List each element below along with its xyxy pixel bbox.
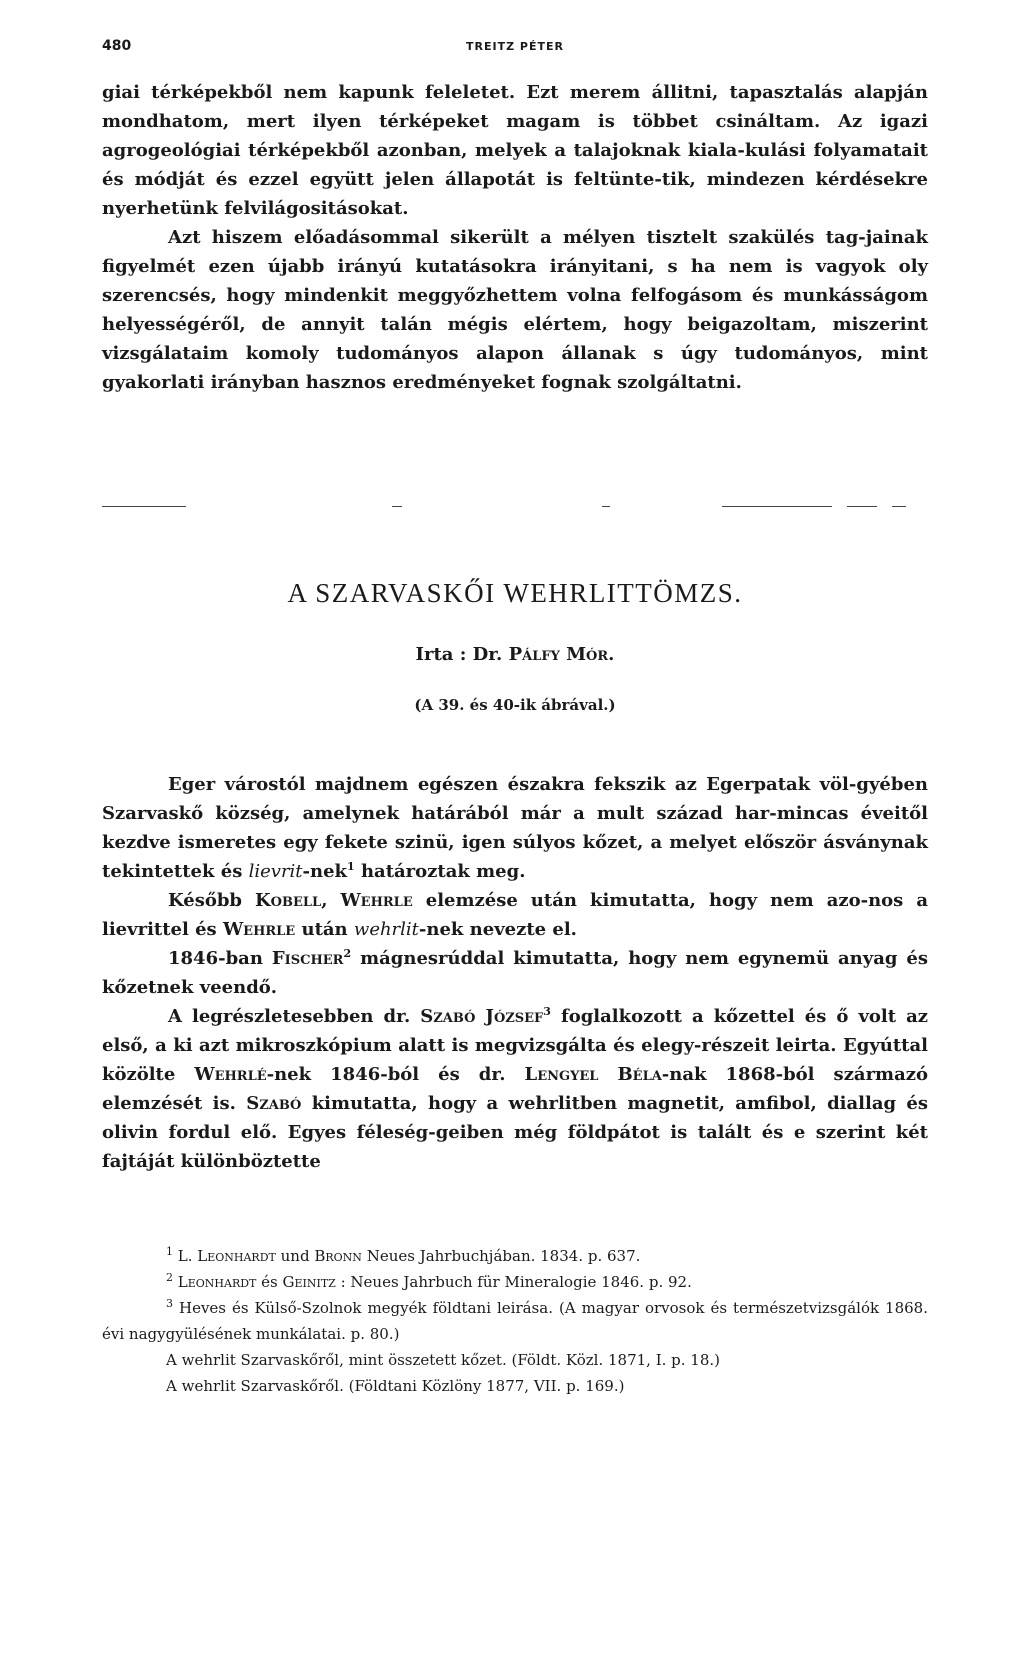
paragraph: A legrészletesebben dr. Szabó József$^3$ foglalkozott a kőzettel és ő volt az első, a ki azt mikroszkópium alatt is megvizsgálta és elegy-részeit leirta. Egyúttal közölte Wehrlé-nek 1846-ból és dr. Lengyel Béla-nak 1868-ból származó elemzését is. Szabó kimutatta, hogy a wehrlitben magnetit, amfibol, diallag és olivin fordul elő. Egyes féleség-geiben még földpátot is talált és e szerint két fajtáját különböztette	[102, 1005, 929, 1172]
author-prefix: Irta : Dr.	[415, 644, 503, 665]
footnote: A wehrlit Szarvaskőről. (Földtani Közlöny 1877, VII. p. 169.)	[166, 1377, 625, 1395]
paragraph: giai térképekből nem kapunk feleletet. Ezt merem állitni, tapasztalás alapján mondhatom, mert ilyen térképeket magam is többet csináltam. Az igazi agrogeológiai térképekből azonban, melyek a talajoknak kiala-kulási folyamatait és módját és ezzel együtt jelen állapotát is feltünte-tik, mindezen kérdésekre nyerhetünk felvilágositásokat.	[102, 82, 928, 219]
footnotes	[102, 1243, 928, 1399]
footnote: $^1$ L. Leonhardt und Bronn Neues Jahrbuchjában. 1834. p. 637.	[166, 1245, 641, 1265]
footnote: A wehrlit Szarvaskőről, mint összetett kőzet. (Földt. Közl. 1871, I. p. 18.)	[166, 1351, 720, 1369]
footnote: $^2$ Leonhardt és Geinitz : Neues Jahrbuch für Mineralogie 1846. p. 92.	[166, 1271, 692, 1291]
running-title: TREITZ PÉTER	[466, 40, 564, 53]
paragraph: Később Kobell, Wehrle elemzése után kimutatta, hogy nem azo-nos a lievrittel és Wehrle után wehrlit-nek nevezte el.	[102, 890, 928, 940]
paragraph: 1846-ban Fischer$^2$ mágnesrúddal kimutatta, hogy nem egynemü anyag és kőzetnek veendő.	[102, 947, 928, 998]
paragraph: Azt hiszem előadásommal sikerült a mélyen tisztelt szakülés tag-jainak figyelmét ezen újabb irányú kutatásokra irányitani, s ha nem is vagyok oly szerencsés, hogy mindenkit meggyőzhettem volna felfogásom és munkásságom helyességéről, de annyit talán mégis elértem, hogy beigazoltam, miszerint vizsgálataim komoly tudományos alapon állanak s úgy tudományos, mint gyakorlati irányban hasznos eredményeket fognak szolgáltatni.	[102, 227, 928, 393]
page-number: 480	[102, 38, 132, 54]
section-divider	[102, 502, 928, 510]
author-line	[102, 644, 928, 665]
figures-note: (A 39. és 40-ik ábrával.)	[414, 696, 616, 714]
article-title: A SZARVASKŐI WEHRLITTÖMZS.	[287, 578, 743, 608]
article-body	[102, 770, 928, 1176]
page-header	[102, 38, 928, 62]
author-name: Pálfy Mór.	[508, 644, 615, 665]
paragraph: Eger várostól majdnem egészen északra fekszik az Egerpatak völ-gyében Szarvaskő község, amelynek határából már a mult század har-mincas éveitől kezdve ismeretes egy fekete szinü, igen súlyos kőzet, a melyet először ásványnak tekintettek és lievrit-nek$^1$ határoztak meg.	[102, 774, 928, 882]
intro-text	[102, 78, 928, 397]
footnote: $^3$ Heves és Külső-Szolnok megyék földtani leirása. (A magyar orvosok és természetvizsgálók 1868. évi nagygyülésének munkálatai. p. 80.)	[102, 1297, 928, 1343]
